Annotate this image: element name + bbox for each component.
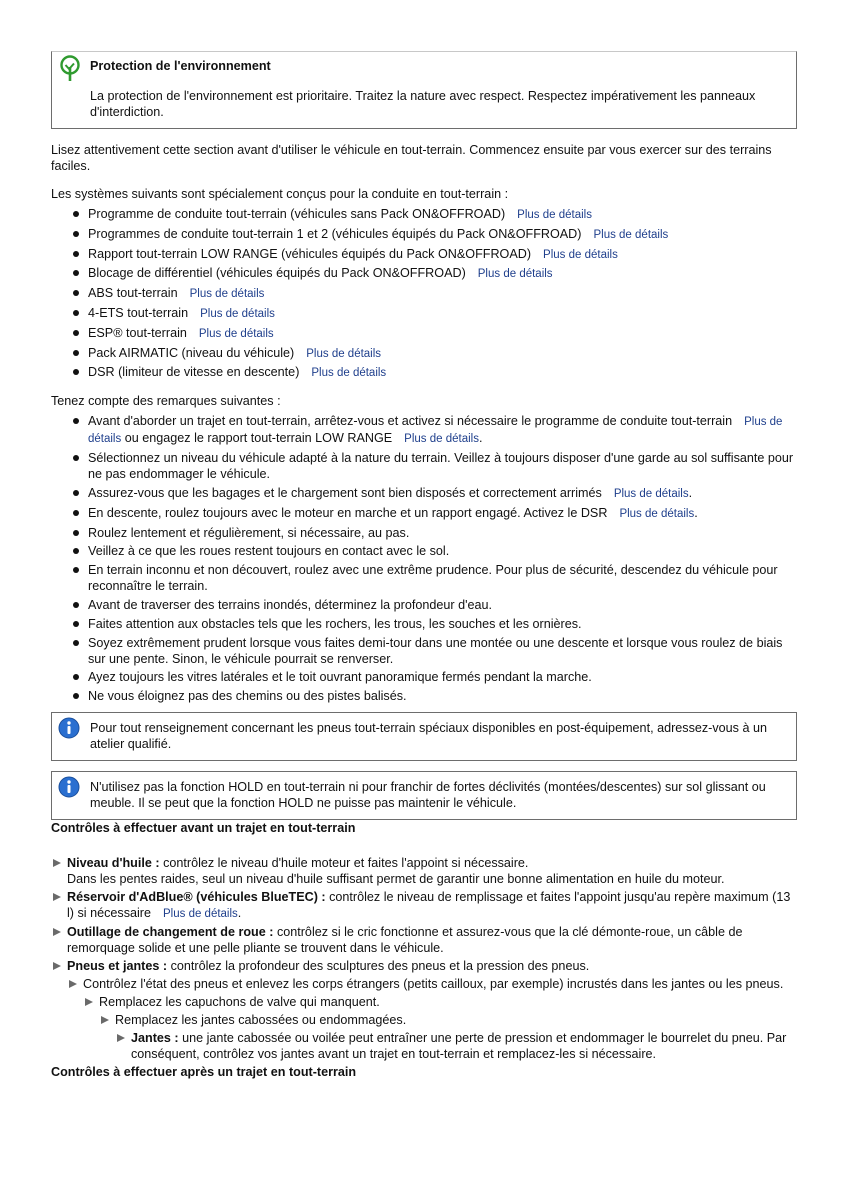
check-text: contrôlez le niveau de remplissage et faites l'appoint jusqu'au repère maximum (13 l) si nécessaire	[67, 890, 791, 921]
tree-icon	[57, 55, 83, 87]
details-link[interactable]: Plus de détails	[619, 507, 695, 520]
details-link[interactable]: Plus de détails	[613, 487, 689, 500]
check-text: contrôlez la profondeur des sculptures des pneus et la pression des pneus.	[170, 959, 590, 974]
check-item-oil	[51, 855, 797, 887]
arrow-icon	[53, 859, 61, 867]
list-item	[51, 597, 797, 613]
list-item: Assurez-vous que les bagages et le chargement sont bien disposés et correctement arrimés Plus de détails.	[51, 485, 797, 502]
check-subitem-rims	[115, 1030, 797, 1062]
info-box-hold	[51, 771, 797, 820]
info-text: N'utilisez pas la fonction HOLD en tout-terrain ni pour franchir de fortes déclivités (montées/descentes) sur sol glissant ou meuble. Il se peut que la fonction HOLD ne puisse pas maintenir le véhicule.	[90, 780, 766, 811]
details-link[interactable]: Plus de détails	[306, 347, 382, 360]
check-item-tyres	[51, 958, 797, 974]
check-label: Niveau d'huile :	[67, 856, 160, 871]
check-text: contrôlez si le cric fonctionne et assurez-vous que la clé démonte-roue, un câble de remorquage solide et une pelle pliante se trouvent dans le véhicule.	[67, 925, 743, 956]
list-item	[51, 450, 797, 482]
details-link[interactable]: Plus de détails	[517, 209, 592, 221]
page	[51, 0, 797, 1080]
systems-list	[51, 206, 797, 381]
environment-note-title: Protection de l'environnement	[90, 59, 271, 73]
details-link[interactable]: Plus de détails	[543, 248, 618, 261]
arrow-icon	[53, 962, 61, 970]
details-link[interactable]: Plus de détails	[404, 433, 479, 446]
system-label: DSR (limiteur de vitesse en descente)	[88, 365, 300, 380]
remark-text: Avant d'aborder un trajet en tout-terrain, arrêtez-vous et activez si nécessaire le programme de conduite tout-terrain	[88, 414, 733, 429]
environment-note-box	[51, 51, 797, 129]
info-box-tyres	[51, 712, 797, 761]
list-item	[51, 364, 797, 381]
remark-text: Roulez lentement et régulièrement, si nécessaire, au pas.	[88, 525, 410, 540]
remark-text: Ayez toujours les vitres latérales et le toit ouvrant panoramique fermés pendant la marche.	[88, 670, 592, 685]
checks-before-list	[51, 855, 797, 1062]
check-text: contrôlez le niveau d'huile moteur et faites l'appoint si nécessaire.	[163, 856, 529, 871]
system-label: Rapport tout-terrain LOW RANGE (véhicules équipés du Pack ON&OFFROAD)	[88, 246, 532, 261]
arrow-icon	[101, 1016, 109, 1024]
arrow-icon	[85, 998, 93, 1006]
list-item	[51, 562, 797, 594]
details-link[interactable]: Plus de détails	[311, 367, 387, 380]
remark-text: Avant de traverser des terrains inondés, déterminez la profondeur d'eau.	[88, 597, 493, 612]
info-text: Pour tout renseignement concernant les pneus tout-terrain spéciaux disponibles en post-équipement, adressez-vous à un atelier qualifié.	[90, 721, 767, 752]
details-link[interactable]: Plus de détails	[189, 288, 265, 301]
system-label: Programme de conduite tout-terrain (véhicules sans Pack ON&OFFROAD)	[88, 207, 506, 221]
check-text: Remplacez les jantes cabossées ou endommagées.	[115, 1013, 407, 1028]
arrow-icon	[53, 893, 61, 901]
arrow-icon	[117, 1034, 125, 1042]
details-link[interactable]: Plus de détails	[198, 327, 274, 340]
system-label: ABS tout-terrain	[88, 286, 178, 301]
system-label: Pack AIRMATIC (niveau du véhicule)	[88, 345, 295, 360]
details-link[interactable]: Plus de détails	[477, 268, 553, 281]
remarks-list	[51, 413, 797, 704]
list-item	[51, 246, 797, 263]
details-link[interactable]: Plus de détails	[200, 307, 275, 320]
remark-text: Veillez à ce que les roues restent toujours en contact avec le sol.	[88, 544, 450, 559]
remarks-lead: Tenez compte des remarques suivantes :	[51, 394, 281, 409]
section-title-after: Contrôles à effectuer après un trajet en tout-terrain	[51, 1065, 357, 1080]
section-title-before: Contrôles à effectuer avant un trajet en tout-terrain	[51, 821, 356, 836]
check-subitem	[67, 976, 797, 992]
system-label: Programmes de conduite tout-terrain 1 et 2 (véhicules équipés du Pack ON&OFFROAD)	[88, 226, 582, 241]
list-item	[51, 325, 797, 342]
check-text: Contrôlez l'état des pneus et enlevez les corps étrangers (petits cailloux, par exemple) incrustés dans les jantes ou les pneus.	[83, 977, 784, 992]
intro-paragraph: Lisez attentivement cette section avant d'utiliser le véhicule en tout-terrain. Commencez ensuite par vous exercer sur des terrains faciles.	[51, 143, 772, 173]
list-item	[51, 688, 797, 704]
remark-text: En descente, roulez toujours avec le moteur en marche et un rapport engagé. Activez le DSR	[88, 505, 608, 520]
check-item-tools	[51, 924, 797, 956]
check-label: Réservoir d'AdBlue® (véhicules BlueTEC) :	[67, 890, 326, 905]
list-item	[51, 285, 797, 302]
info-icon	[57, 775, 81, 803]
check-text: une jante cabossée ou voilée peut entraîner une perte de pression et endommager le bourrelet du pneu. Par conséquent, contrôlez vos jantes avant un trajet en tout-terrain et remplacez-les si nécessaire.	[131, 1031, 787, 1062]
list-item	[51, 206, 797, 223]
remark-text: Soyez extrêmement prudent lorsque vous faites demi-tour dans une montée ou une descente et lorsque vous roulez de biais sur une pente. Sinon, le véhicule pourrait se renverser.	[88, 635, 783, 666]
remark-text: Sélectionnez un niveau du véhicule adapté à la nature du terrain. Veillez à toujours disposer d'une garde au sol suffisante pour ne pas endommager le véhicule.	[88, 451, 794, 482]
list-item	[51, 616, 797, 632]
list-item	[51, 305, 797, 322]
remark-text: En terrain inconnu et non découvert, roulez avec une extrême prudence. Pour plus de sécurité, descendez du véhicule pour reconnaître le terrain.	[88, 563, 778, 594]
list-item	[51, 345, 797, 362]
list-item	[51, 226, 797, 243]
remark-text: Faites attention aux obstacles tels que les rochers, les trous, les souches et les ornières.	[88, 616, 582, 631]
system-label: Blocage de différentiel (véhicules équipés du Pack ON&OFFROAD)	[88, 266, 466, 281]
environment-note-text: La protection de l'environnement est prioritaire. Traitez la nature avec respect. Respectez impérativement les panneaux d'interdiction.	[90, 89, 756, 119]
list-item: En descente, roulez toujours avec le moteur en marche et un rapport engagé. Activez le DSR Plus de détails.	[51, 505, 797, 522]
list-item	[51, 265, 797, 282]
arrow-icon	[69, 980, 77, 988]
arrow-icon	[53, 928, 61, 936]
check-label: Jantes :	[131, 1031, 179, 1046]
check-subitem	[99, 1012, 797, 1028]
remark-text: Ne vous éloignez pas des chemins ou des pistes balisés.	[88, 689, 407, 704]
list-item	[51, 543, 797, 559]
system-label: ESP® tout-terrain	[88, 325, 187, 340]
check-text: Remplacez les capuchons de valve qui manquent.	[99, 995, 380, 1010]
system-label: 4-ETS tout-terrain	[88, 305, 189, 320]
list-item: Avant d'aborder un trajet en tout-terrain, arrêtez-vous et activez si nécessaire le programme de conduite tout-terrain Plus de détails ou engagez le rapport tout-terrain LOW RANGE Plus de détails.	[51, 413, 797, 447]
remark-text: ou engagez le rapport tout-terrain LOW RANGE	[124, 431, 393, 446]
info-icon	[57, 716, 81, 744]
list-item	[51, 669, 797, 685]
systems-lead: Les systèmes suivants sont spécialement conçus pour la conduite en tout-terrain :	[51, 187, 509, 201]
check-note: Dans les pentes raides, seul un niveau d'huile suffisant permet de garantir une bonne alimentation en huile du moteur.	[67, 872, 725, 887]
remark-text: Assurez-vous que les bagages et le chargement sont bien disposés et correctement arrimés	[88, 485, 602, 500]
details-link[interactable]: Plus de détails	[88, 416, 783, 446]
list-item	[51, 525, 797, 541]
check-label: Pneus et jantes :	[67, 959, 168, 974]
details-link[interactable]: Plus de détails	[163, 908, 238, 921]
check-item-adblue: Réservoir d'AdBlue® (véhicules BlueTEC) : contrôlez le niveau de remplissage et faites l'appoint jusqu'au repère maximum (13 l) si nécessaire Plus de détails.	[51, 889, 797, 922]
check-label: Outillage de changement de roue :	[67, 925, 274, 940]
details-link[interactable]: Plus de détails	[593, 228, 669, 241]
check-subitem	[83, 994, 797, 1010]
list-item	[51, 635, 797, 667]
